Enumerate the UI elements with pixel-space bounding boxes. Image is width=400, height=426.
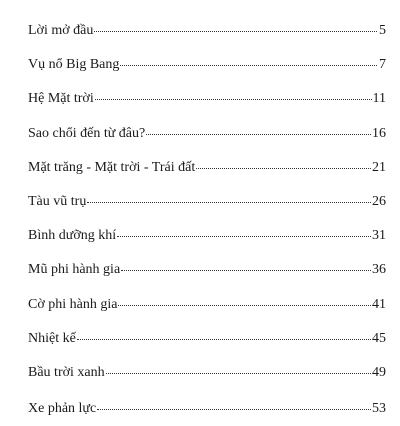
dot-leader: [117, 236, 371, 237]
toc-entry-page: 31: [372, 228, 386, 244]
toc-entry[interactable]: [28, 151, 386, 185]
toc-entry-page: 26: [372, 193, 386, 209]
toc-entry[interactable]: [28, 117, 386, 151]
toc-entry[interactable]: [28, 356, 386, 390]
toc-entry[interactable]: [28, 288, 386, 322]
dot-leader: [106, 373, 371, 374]
dot-leader: [95, 99, 372, 100]
toc-entry-page: 7: [379, 57, 386, 73]
toc-entry-title: Cờ phi hành gia: [28, 296, 118, 312]
toc-entry-title: Xe phản lực: [28, 401, 97, 417]
toc-entry-title: Nhiệt kế: [28, 330, 76, 346]
toc-entry[interactable]: [28, 219, 386, 253]
toc-entry[interactable]: [28, 392, 386, 426]
toc-entry-page: 41: [372, 296, 386, 312]
toc-entry-page: 21: [372, 159, 386, 175]
dot-leader: [77, 339, 371, 340]
dot-leader: [146, 134, 371, 135]
toc-entry[interactable]: [28, 82, 386, 116]
dot-leader: [118, 305, 371, 306]
dot-leader: [196, 168, 371, 169]
toc-entry[interactable]: [28, 185, 386, 219]
toc-entry-title: Hệ Mặt trời: [28, 91, 94, 107]
toc-entry-title: Mặt trăng - Mặt trời - Trái đất: [28, 159, 196, 175]
toc-entry[interactable]: [28, 14, 386, 48]
toc-entry-page: 53: [372, 401, 386, 417]
toc-entry[interactable]: [28, 322, 386, 356]
dot-leader: [97, 409, 371, 410]
toc-entry-title: Bình dưỡng khí: [28, 228, 117, 244]
toc-entry-page: 11: [372, 91, 386, 107]
toc-entry-page: 45: [372, 330, 386, 346]
toc-entry-title: Mũ phi hành gia: [28, 262, 121, 278]
dot-leader: [87, 202, 371, 203]
toc-entry-title: Vụ nổ Big Bang: [28, 57, 120, 73]
toc-entry-title: Tàu vũ trụ: [28, 193, 87, 209]
table-of-contents: [28, 14, 386, 426]
toc-entry-page: 5: [379, 23, 386, 38]
toc-entry-title: Sao chổi đến từ đâu?: [28, 125, 146, 141]
toc-entry-page: 16: [372, 125, 386, 141]
toc-entry[interactable]: [28, 253, 386, 287]
toc-entry-page: 36: [372, 262, 386, 278]
toc-entry-title: Bầu trời xanh: [28, 364, 105, 380]
dot-leader: [120, 65, 377, 66]
toc-entry[interactable]: [28, 48, 386, 82]
toc-entry-title: Lời mở đầu: [28, 23, 94, 38]
toc-entry-page: 49: [372, 364, 386, 380]
dot-leader: [94, 31, 377, 32]
dot-leader: [121, 270, 371, 271]
